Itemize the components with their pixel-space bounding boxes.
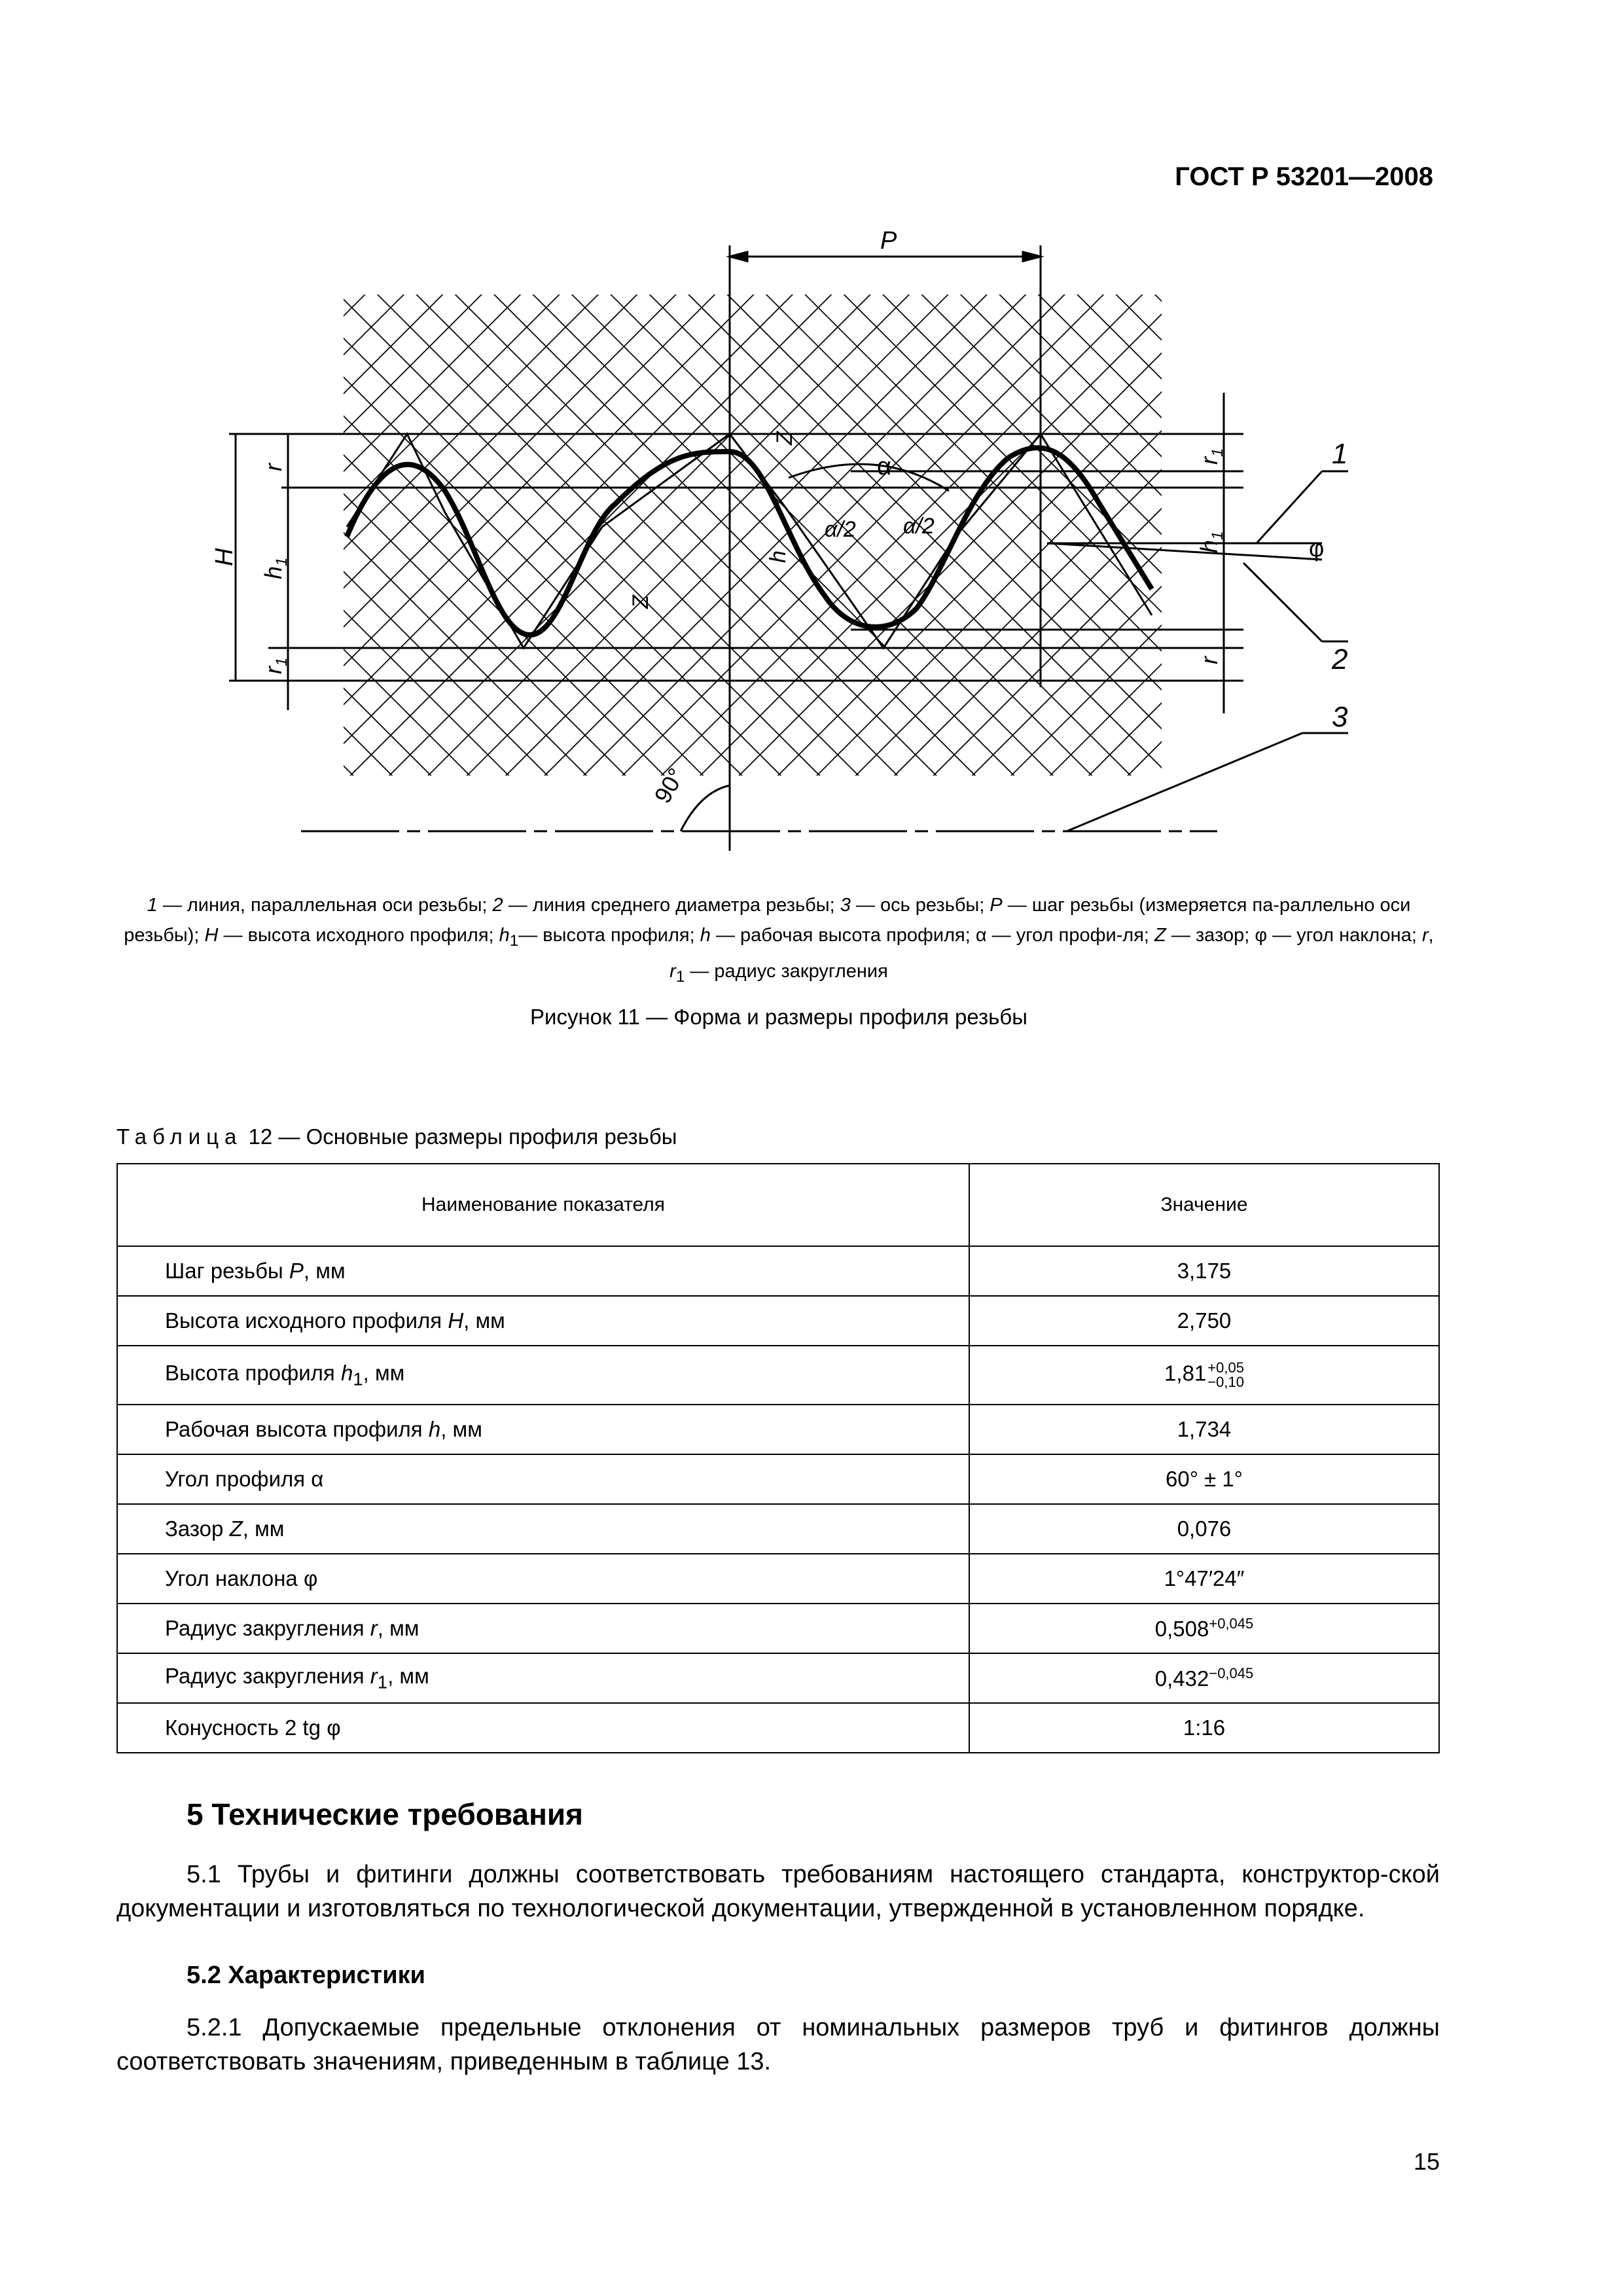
table-row xyxy=(117,1296,1439,1346)
row-value: 1,81 +0,05 −0,10 xyxy=(969,1346,1439,1405)
table-row xyxy=(117,1504,1439,1554)
label-h1-left: $h_1$ xyxy=(260,557,291,579)
table-row xyxy=(117,1246,1439,1296)
row-value: 1:16 xyxy=(969,1703,1439,1753)
paragraph-5-1: 5.1 Трубы и фитинги должны соответствовать требованиям настоящего стандарта, конструктор-ской документации и изготовляться по технологической документации, утвержденной в установленном порядке. xyxy=(116,1861,1440,1922)
label-H: H xyxy=(211,548,238,566)
table-row xyxy=(117,1554,1439,1604)
label-h: h xyxy=(766,550,791,563)
row-value: 2,750 xyxy=(969,1296,1439,1346)
label-90deg: 90° xyxy=(649,763,690,808)
row-value: 1°47′24″ xyxy=(969,1554,1439,1604)
row-value: 60° ± 1° xyxy=(969,1454,1439,1504)
table-row xyxy=(117,1653,1439,1703)
row-name: Конусность 2 tg φ xyxy=(117,1703,969,1753)
label-r1-right: $r_1$ xyxy=(1196,448,1226,465)
callout-3: 3 xyxy=(1332,701,1348,733)
row-value: $0,508^{+0,045}$ xyxy=(969,1604,1439,1653)
tolerance: +0,05 −0,10 xyxy=(1207,1359,1244,1390)
angle-90-arc xyxy=(681,785,730,831)
subsection-heading: 5.2 Характеристики xyxy=(187,1962,426,1989)
section-heading: 5 Технические требования xyxy=(187,1797,583,1831)
table-row xyxy=(117,1405,1439,1454)
document-id-header: ГОСТ Р 53201—2008 xyxy=(1175,162,1433,191)
page-number: 15 xyxy=(1413,2148,1440,2175)
label-Z-top: Z xyxy=(772,431,797,445)
table-header-row xyxy=(117,1164,1439,1246)
header-value: Значение xyxy=(969,1164,1439,1246)
row-value: 3,175 xyxy=(969,1246,1439,1296)
label-P: P xyxy=(880,229,897,255)
row-name: Угол профиля α xyxy=(117,1454,969,1504)
label-alpha-half-left: α/2 xyxy=(825,517,856,542)
callout-2: 2 xyxy=(1332,643,1348,675)
row-name: Радиус закругления $r_1$, мм xyxy=(117,1653,969,1703)
label-alpha-half-right: α/2 xyxy=(903,514,935,539)
row-name: Высота исходного профиля H, мм xyxy=(117,1296,969,1346)
row-name: Рабочая высота профиля h, мм xyxy=(117,1405,969,1454)
row-name: Зазор Z, мм xyxy=(117,1504,969,1554)
row-value: 1,734 xyxy=(969,1405,1439,1454)
table-row xyxy=(117,1604,1439,1653)
row-name: Высота профиля $h_1$, мм xyxy=(117,1346,969,1405)
label-r-right: r xyxy=(1196,656,1222,664)
label-Z-bottom: Z xyxy=(628,595,653,609)
paragraph-5-2-1: 5.2.1 Допускаемые предельные отклонения от номинальных размеров труб и фитингов должны соответствовать значениям, приведенным в таблице 13. xyxy=(116,2014,1440,2075)
label-r1-left: $r_1$ xyxy=(260,657,291,674)
table-title: Таблица 12 — Основные размеры профиля резьбы xyxy=(116,1124,677,1149)
label-phi: φ xyxy=(1309,535,1325,562)
figure-caption: Рисунок 11 — Форма и размеры профиля резьбы xyxy=(530,1005,1027,1029)
row-name: Шаг резьбы P, мм xyxy=(117,1246,969,1296)
callout-1: 1 xyxy=(1332,438,1348,470)
row-value: $0,432^{-0,045}$ xyxy=(969,1653,1439,1703)
table-row xyxy=(117,1703,1439,1753)
label-alpha: α xyxy=(877,453,891,480)
header-name: Наименование показателя xyxy=(117,1164,969,1246)
row-name: Радиус закругления r, мм xyxy=(117,1604,969,1653)
table-row xyxy=(117,1346,1439,1405)
thread-profile-figure xyxy=(196,229,1427,864)
label-h1-right: $h_1$ xyxy=(1196,531,1226,553)
thread-parameters-table xyxy=(116,1163,1440,1753)
row-name: Угол наклона φ xyxy=(117,1554,969,1604)
table-row xyxy=(117,1454,1439,1504)
row-value: 0,076 xyxy=(969,1504,1439,1554)
figure-legend: 1 — линия, параллельная оси резьбы; 2 — линия среднего диаметра резьбы; 3 — ось резьбы; P — шаг резьбы (измеряется па-раллельно оси резьбы); H — высота исходного профиля; $h_1—$ высота профиля; h — рабочая высота профиля; α — угол профи-ля; Z — зазор; φ — угол наклона; r, $r_1$ — радиус закругления xyxy=(124,895,1434,986)
label-r-left: r xyxy=(260,463,287,471)
